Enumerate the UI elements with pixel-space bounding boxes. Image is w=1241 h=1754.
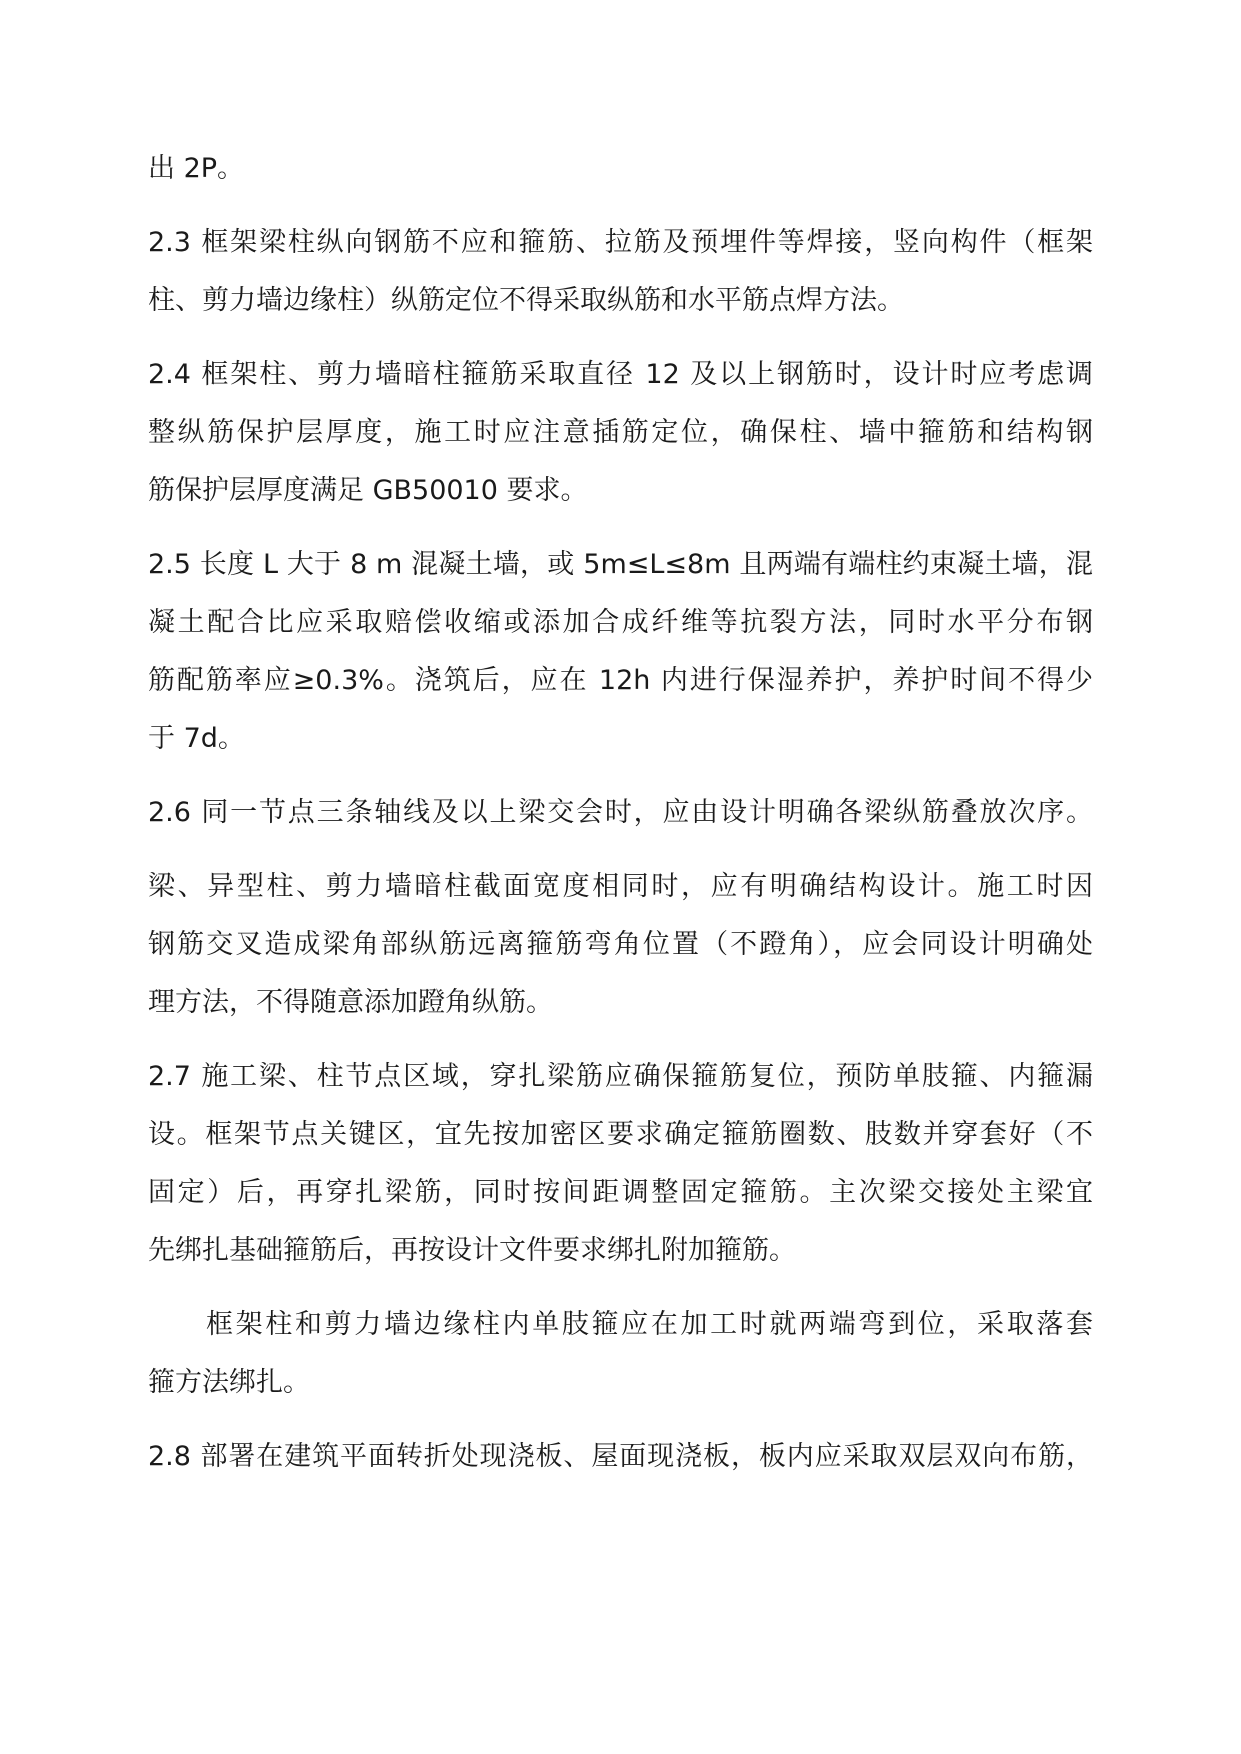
text-line: 梁、异型柱、剪力墙暗柱截面宽度相同时，应有明确结构设计。施工时因 (148, 871, 1093, 902)
text-line: 整纵筋保护层厚度，施工时应注意插筋定位，确保柱、墙中箍筋和结构钢 (148, 417, 1093, 448)
text-line: 2.5 长度 L 大于 8 m 混凝土墙，或 5m≤L≤8m 且两端有端柱约束凝土墙，混 (148, 549, 1093, 580)
text-line: 2.8 部署在建筑平面转折处现浇板、屋面现浇板，板内应采取双层双向布筋， (148, 1441, 1093, 1472)
text-line: 固定）后，再穿扎梁筋，同时按间距调整固定箍筋。主次梁交接处主梁宜 (148, 1177, 1093, 1208)
text-line: 柱、剪力墙边缘柱）纵筋定位不得采取纵筋和水平筋点焊方法。 (148, 285, 904, 316)
text-line: 先绑扎基础箍筋后，再按设计文件要求绑扎附加箍筋。 (148, 1235, 796, 1266)
text-line: 2.4 框架柱、剪力墙暗柱箍筋采取直径 12 及以上钢筋时，设计时应考虑调 (148, 359, 1093, 390)
text-line: 2.6 同一节点三条轴线及以上梁交会时，应由设计明确各梁纵筋叠放次序。 (148, 797, 1093, 828)
text-line: 2.3 框架梁柱纵向钢筋不应和箍筋、拉筋及预埋件等焊接，竖向构件（框架 (148, 227, 1093, 258)
text-line: 设。框架节点关键区，宜先按加密区要求确定箍筋圈数、肢数并穿套好（不 (148, 1119, 1093, 1150)
text-line: 于 7d。 (148, 723, 245, 754)
text-line: 筋配筋率应≥0.3%。浇筑后，应在 12h 内进行保湿养护，养护时间不得少 (148, 665, 1093, 696)
text-line: 凝土配合比应采取赔偿收缩或添加合成纤维等抗裂方法，同时水平分布钢 (148, 607, 1093, 638)
text-line: 筋保护层厚度满足 GB50010 要求。 (148, 475, 588, 506)
text-line: 箍方法绑扎。 (148, 1367, 310, 1398)
text-line: 出 2P。 (148, 153, 245, 184)
text-line: 理方法，不得随意添加蹬角纵筋。 (148, 987, 553, 1018)
text-line: 2.7 施工梁、柱节点区域，穿扎梁筋应确保箍筋复位，预防单肢箍、内箍漏 (148, 1061, 1093, 1092)
text-line: 钢筋交叉造成梁角部纵筋远离箍筋弯角位置（不蹬角），应会同设计明确处 (148, 929, 1093, 960)
text-line: 框架柱和剪力墙边缘柱内单肢箍应在加工时就两端弯到位，采取落套 (206, 1309, 1093, 1340)
